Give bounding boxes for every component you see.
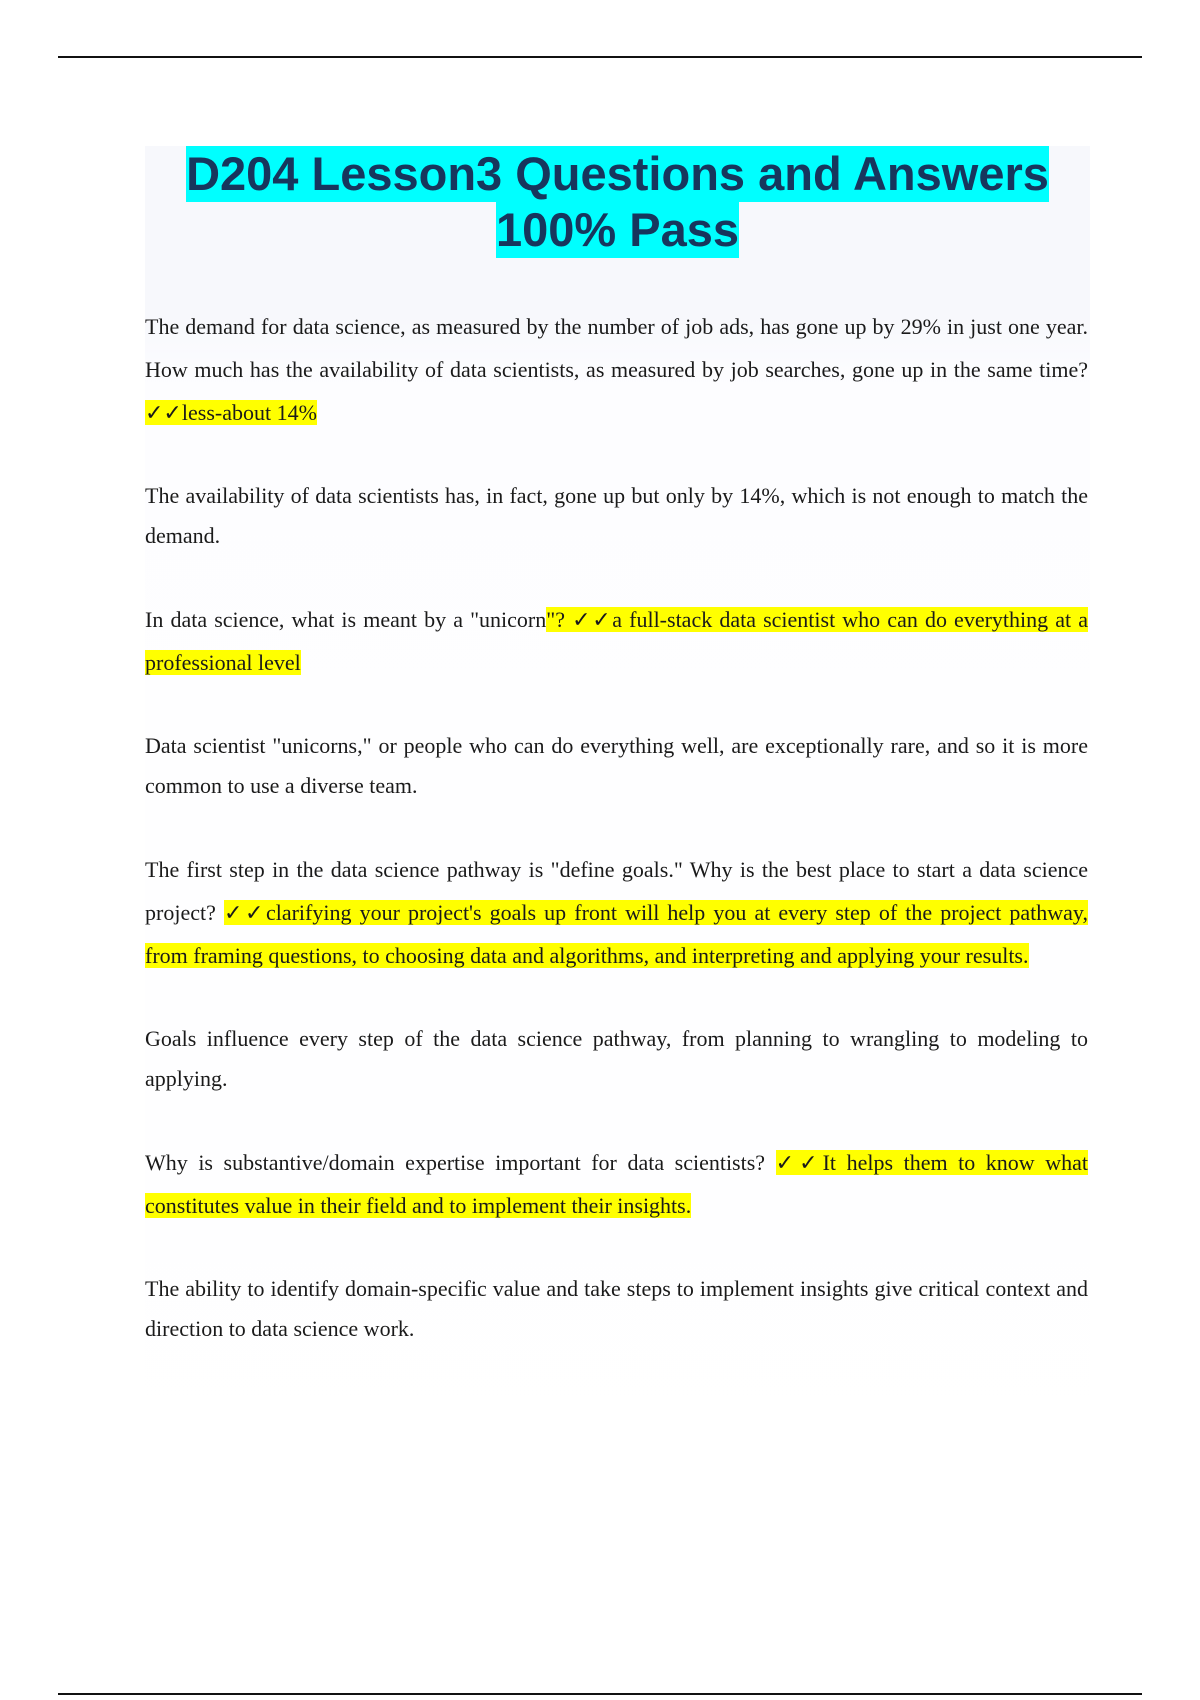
title-line-1: D204 Lesson3 Questions and Answers [186, 147, 1049, 200]
question-3 [145, 848, 1088, 977]
explanation-3: Goals influence every step of the data science pathway, from planning to wrangling to modeling to applying. [145, 1026, 1088, 1091]
check-mark-icon: ✓✓ [223, 900, 266, 925]
question-text: The first step in the data science pathway is "define goals." Why is the best place to start a data science project? [145, 857, 1088, 925]
question-text: In data science, what is meant by a "unicorn [145, 607, 547, 632]
explanation-1: The availability of data scientists has, in fact, gone up but only by 14%, which is not enough to match the demand. [145, 483, 1088, 548]
answer-highlight [145, 900, 1088, 968]
answer-highlight [145, 400, 317, 425]
top-rule [58, 56, 1142, 58]
check-mark-icon: ✓✓ [572, 607, 613, 632]
bottom-rule [58, 1693, 1142, 1695]
question-tail: "? [546, 607, 573, 632]
question-text: The demand for data science, as measured by the number of job ads, has gone up by 29% in just one year. How much has the availability of data scientists, as measured by job searches, gone up in the same time? [145, 314, 1088, 382]
answer-text: clarifying your project's goals up front will help you at every step of the project pathway, from framing questions, to choosing data and algorithms, and interpreting and applying your results. [145, 900, 1088, 968]
answer-text: It helps them to know what constitutes value in their field and to implement their insights. [145, 1150, 1089, 1218]
explanation-2: Data scientist "unicorns," or people who can do everything well, are exceptionally rare, and so it is more common to use a diverse team. [145, 733, 1088, 798]
title-line-2: 100% Pass [495, 203, 740, 256]
question-text: Why is substantive/domain expertise important for data scientists? [145, 1150, 776, 1175]
check-mark-icon: ✓✓ [145, 400, 182, 425]
question-4 [145, 1141, 1088, 1227]
answer-text: a full-stack data scientist who can do everything at a professional level [145, 607, 1089, 675]
answer-text: less-about 14% [181, 400, 317, 425]
check-mark-icon: ✓✓ [775, 1150, 823, 1175]
document-body [145, 305, 1088, 1391]
question-1 [145, 305, 1088, 434]
question-2 [145, 598, 1088, 684]
explanation-4: The ability to identify domain-specific value and take steps to implement insights give critical context and direction to data science work. [145, 1276, 1088, 1341]
document-title [145, 146, 1090, 258]
